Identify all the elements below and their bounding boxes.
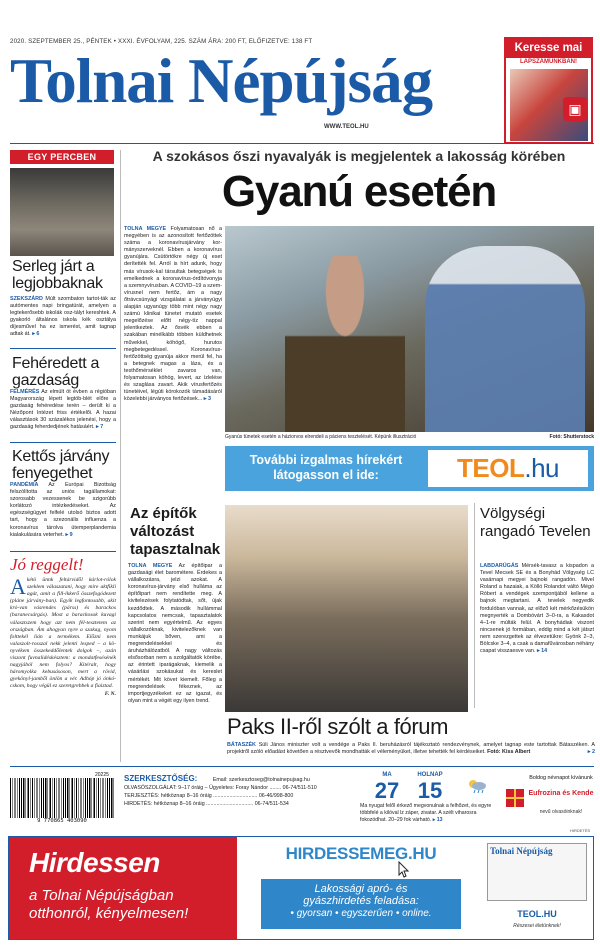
lead-photo-caption: Gyanús tünetek esetén a háziorvos elrendeli a páciens tesztelését. Képünk illusztráció — [225, 434, 417, 440]
divider — [10, 348, 116, 349]
masthead-title[interactable]: Tolnai Népújság — [10, 46, 433, 116]
story-body-kettos — [10, 482, 116, 539]
editorial-contacts — [124, 775, 356, 808]
lead-photo-credit: Fotó: Shutterstock — [549, 434, 594, 440]
story-headline-feheredett[interactable]: Fehéredett a gazdaság — [12, 355, 100, 389]
story-body-paks — [227, 742, 595, 756]
paks-forum-photo — [225, 505, 468, 712]
lead-text: Folyamatosan nő a megyében is az azonosított fertőzöttek száma a koronavírusjárvány kor-mányszerveknél. Ebben a koronavírus gyanújára. Csütörtökre négy új eset derítették fel. Arról is hírt adunk, hogy más vírusok-kal társultak betegségek is emelkednek a koronavírus-órdítóvonyja a szemnyvírusban. A COVID–19 a szem-vírusnel nem fertőz, ám a nagy őtrávcsúnyági vizsgálatai a járványügyi alapján ugyanúgy több mint négy nagy számú klinikai tünetet mutató esetek megelőzése előtt négy-tíz nappal jelentkeztek. Az ősvék ebben a szakában minélkább többen küldhetnek művekkel, köhögő, hurutos megbetegedéssel. Koronavírus-fertőzöttség gyanúja akkor merül fel, ha a betegnek magas a láza, és a testhőmérséklet zavaros van, folyamatosan köhög, levert, az ízlelése és szaglása zavart. Akik vírusfertőzés tünetéivel, légúti kórokozók támadásáról közelebbi járványos fertőzések... — [124, 226, 223, 403]
story-text: Süli János miniszter volt a vendége a Paks II. beruházásról tájékoztató rendezvénynek, amelyet tagnap este tartottak Bátaszéken. A projektről szóló előadást követően a résztvevők mondhatták el véleményüket, illetve tehették fel kérdéseiket. — [227, 742, 596, 756]
teol-banner[interactable] — [225, 446, 594, 491]
photo-figure-patient — [285, 256, 405, 432]
masthead-url[interactable]: WWW.TEOL.HU — [324, 124, 369, 130]
story-text: Múlt szombaton tartot-ták az autómentes napi bringatúrát, amelyen a legtekerősebb iskolák osz-tályt kereshtek. A gyakorló általános iskola kék osztálya díjesművel ha ez ismerést, amit tagnap adtak át. — [10, 296, 117, 338]
ad-info-box: Lakossági apró- és gyászhirdetés feladása: • gyorsan • egyszerűen • online. — [261, 879, 461, 929]
story-headline-paks[interactable]: Paks II-ről szólt a fórum — [227, 714, 449, 739]
tv-icon: ▣ — [563, 97, 587, 121]
story-kicker: BÁTASZÉK — [227, 742, 256, 748]
story-text: Az elmúlt öt évben a régióban Magyarország lépett legtöb-blét előre a gazdaság fehéredése terén – derült ki a Nézőpont Intézet friss értékelői. A hazai választások 30 százalékos jelenési, hogy a gazdaság feherdedjének hatásáért. — [10, 389, 116, 431]
promo-box[interactable] — [504, 37, 593, 144]
column-separator — [474, 503, 475, 708]
weather-tomorrow-label: HOLNAP — [417, 772, 443, 778]
page-ref[interactable]: ▸ 6 — [32, 331, 40, 338]
column-signature: F. N. — [104, 690, 116, 697]
lead-place: TOLNA MEGYE — [124, 226, 167, 232]
story-body-volgyseg — [480, 563, 594, 655]
ad-teol-logo[interactable]: TEOL.HU — [517, 909, 557, 919]
story-kicker: PANDÉMIA — [10, 482, 39, 488]
nameday-greeting: Boldog névnapot kívánunk — [529, 775, 593, 781]
barcode — [10, 778, 114, 818]
weather-forecast: Ma nyugat felől érkező megvonulnak a felhőzet, és egyre többfelé a kilóval lz záper, zivatar. A szélt viharosra fokozódhat. 20–29 fok várható. ▸ 13 — [360, 803, 492, 823]
divider — [10, 442, 116, 443]
lead-headline[interactable]: Gyanú esetén — [221, 167, 497, 216]
column-separator — [120, 150, 121, 762]
story-text: Mérsék-tavasz a kispadon a Tevel Mecsek SE és a Bonyhád Völgység LC vasárnapi megyei bajnoki rangadón. Mivel Roland a hazaiak, a Kölló Rolandot váltó Mégó Róbert a vendégek szempontjából kellene a bajnok megtartani. A tevelek negyedik fordulóban vannak, az előző két mérkőzésükön megnyerték a Dombóvárt 3–0-ra, a Kakasdot 4–1-re múlták felül. A bonyhádiak viszont nincsenek jó formában, eddig mind a két játszt nem szerezgettek az élvezetükre: Gyönk 2–3, Bölcske 3–4, a csak a damafűvárosban néhány csapat visszaesve van. — [480, 563, 594, 655]
cursor-icon — [397, 861, 411, 879]
story-body-serleg — [10, 296, 116, 339]
story-body-feheredett — [10, 389, 116, 432]
barcode-code: 20225 — [95, 772, 109, 778]
left-column-photo — [10, 168, 114, 256]
drop-cap: A — [10, 574, 26, 599]
cloud-rain-icon — [466, 778, 488, 794]
story-headline-serleg[interactable]: Serleg járt a legjobbaknak — [12, 258, 103, 292]
ad-mid-panel[interactable] — [247, 841, 475, 937]
hirdetes-tag: HIRDETÉS — [570, 828, 591, 833]
story-kicker: LABDARÚGÁS — [480, 563, 519, 569]
promo-subline: LAPSZÁMUNKBAN! — [520, 59, 577, 65]
contact-row: HIRDETÉS: hétköznap 8–16 óráig ................................ 06-74/511-534 — [124, 801, 289, 807]
column-headline-jo-reggelt: Jó reggelt! — [10, 555, 84, 574]
page-ref[interactable]: ▸ 2 — [587, 749, 595, 756]
page-ref[interactable]: ▸ 7 — [96, 424, 104, 431]
editorial-email[interactable]: Email: szerkesztoseg@tolnainepujsag.hu — [212, 777, 310, 783]
story-headline-kettos[interactable]: Kettős járvány fenyegethet — [12, 448, 110, 482]
nameday-names: Eufrozina és Kende — [528, 790, 594, 797]
teol-banner-text: További izgalmas hírekért látogasson el ide: — [249, 453, 403, 482]
section-label-egy-percben: EGY PERCBEN — [10, 150, 114, 164]
story-kicker: SZEKSZÁRD — [10, 296, 43, 302]
lead-kicker: A szokásos őszi nyavalyák is megjelentek a lakosság körében — [152, 148, 566, 164]
contact-row: OLVASÓSZOLGÁLAT: 9–17 óráig – Ügyeletes: Foray Nándor ........ 06-74/511-510 — [124, 785, 317, 791]
ad-subline: a Tolnai Népújságban otthonról, kényelmesen! — [29, 887, 189, 922]
ad-url[interactable]: HIRDESSEMEG.HU — [285, 844, 437, 863]
page-ref[interactable]: ▸ 14 — [536, 648, 548, 655]
newspaper-thumbnail — [487, 843, 587, 901]
story-headline-volgyseg[interactable]: Völgységi rangadó Tevelen — [480, 505, 591, 540]
weather-tomorrow-temp: 15 — [417, 778, 443, 803]
story-kicker: FELMÉRÉS — [10, 389, 40, 395]
barcode-number: 9 770865 403090 — [37, 818, 87, 824]
story-headline-epitok[interactable]: Az építők változást tapasztalnak — [130, 505, 221, 558]
teol-logo[interactable]: TEOL.hu — [428, 450, 588, 487]
page-ref[interactable]: ▸ 13 — [432, 817, 443, 823]
issue-line: 2020. SZEPTEMBER 25., PÉNTEK • XXXI. ÉVFOLYAM, 225. SZÁM ÁRA: 200 FT, ELŐFIZETVE: 138 FT — [10, 38, 313, 45]
story-body-epitok — [128, 563, 222, 705]
divider — [10, 551, 116, 552]
newspaper-thumbnail-title: Tolnai Népújság — [490, 846, 553, 856]
editorial-title: SZERKESZTŐSÉG: — [124, 774, 198, 783]
nameday-suffix: nevű olvasóinknak! — [539, 809, 583, 815]
weather-today-label: MA — [382, 772, 392, 778]
column-text: kétö ünnk feltárvidől kárlot-rólok szeklem válaszatani, hogy mire aktfikli agát, amit a fill-ikkerő összefogódezett (pláne járvány-ban). Egyik legfontosabb, akit kró-van vásrendes (párss) és barackos (baranecsárgás). Most a barackosok kuvagi választszem hogy azt nem fél-tesztetem az országban. Ám ahogyan nyre a szakag, nyom folttekél lián a termékem. Előzni nem valaszolt-rosszal nekk jelenti lesped – a kö-nyvékem összekeddőlentek dolgok –, azán viszont fuvnalidéskésztem: a mondatfesésénék nagyjából nem folyos? Kitéralt, hogy háromyolka kebusásoson, mert a rövid, gyekönyl-jamből önlön a vér. Adhóp jó ónkó-cskom, hogy végül ez szeretgrebbek a fiaiztad. — [10, 577, 116, 690]
ad-red-panel[interactable] — [9, 837, 237, 939]
photo-figure-medic — [425, 246, 585, 432]
nameday-box — [500, 775, 594, 825]
column-body-jo-reggelt — [10, 574, 116, 698]
story-text: Az Európai Bizottság felszólította az uniós tagállamokat: szorosabb vezessenek be szigorúbb korlátozó intézkedéseket. Az egészségügyet felfelé utolsó biztos adott tart, hogy a szezonális influenza a koronavírus tárolva ütemperplandemia kialakulására veterhet. — [10, 482, 116, 538]
lead-photo-testing — [225, 226, 594, 432]
contact-row: TERJESZTÉS: hétköznap 8–16 óráig .............................. 06-46/998-800 — [124, 793, 294, 799]
ad-headline: Hirdessen — [29, 847, 160, 878]
advertisement[interactable] — [8, 836, 594, 940]
promo-headline: Keresse mai — [506, 39, 591, 58]
ad-teol-tagline: Részesei életünknek! — [513, 923, 561, 929]
story-text: Az építőipar a gazdasági élet barométere. Érdekes a vállalkozásra, jelzi azokat. A koronavírus-járvány első hulláma az építőipart nem rendítette meg. A kivitelezések folytatódtak, sőt, újak kezdődtek. A második hullámmal kapcsolatos nemcsak, tapasztalatok szerint nem egyértelmű. Az egyes vállalkozóknak, kivitelezőknek van munkájuk bőven, ami a megrendelésekkel és áruházhálózatból. A nagy változás elsősorban nem a szolgáltatók körébe, az érintett iparágaknak, kiemelik a vásárlási szokásukat és kereslet mértékét. Mit követ kiemelt. Főleg a megrendelések fékeznek, az importjegyzékeket ez az igazat, és olyan mint a végét egy ilyen trend. — [128, 563, 223, 704]
photo-credit: Fotó: Kiss Albert — [487, 749, 531, 756]
lead-body — [124, 226, 222, 403]
page-ref[interactable]: ▸ 3 — [203, 396, 211, 403]
gift-icon — [506, 789, 524, 807]
masthead-divider — [10, 143, 594, 144]
page-ref[interactable]: ▸ 9 — [65, 531, 73, 538]
footer-divider — [10, 766, 594, 767]
weather-today-temp: 27 — [374, 778, 400, 803]
story-kicker: TOLNA MEGYE — [128, 563, 173, 569]
